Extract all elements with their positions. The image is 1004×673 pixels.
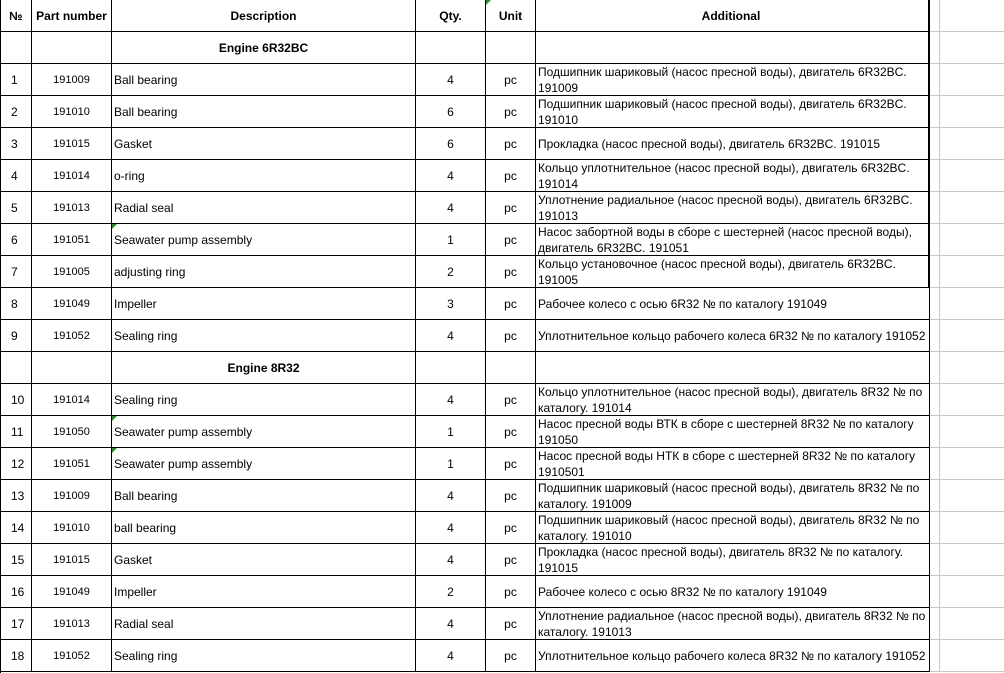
qty-cell[interactable]: 4 [416, 160, 486, 192]
comment-marker-icon [112, 224, 117, 229]
empty-cell[interactable] [930, 512, 940, 544]
description-cell[interactable] [112, 480, 416, 512]
empty-cell[interactable] [486, 32, 536, 64]
header-description[interactable]: Description [112, 0, 416, 32]
table-row [0, 64, 1004, 96]
description-text: Sealing ring [114, 392, 178, 407]
description-text: Ball bearing [114, 72, 178, 87]
description-text: Ball bearing [114, 488, 178, 503]
table-row [0, 480, 1004, 512]
empty-cell[interactable] [940, 544, 1004, 576]
unit-cell[interactable]: pc [486, 96, 536, 128]
empty-cell[interactable] [940, 640, 1004, 672]
description-cell[interactable] [112, 128, 416, 160]
description-text: Impeller [114, 296, 157, 311]
unit-cell[interactable]: pc [486, 224, 536, 256]
additional-cell[interactable]: Кольцо установочное (насос пресной воды), двигатель 6R32BC. 191005 [536, 256, 930, 288]
qty-cell[interactable]: 3 [416, 288, 486, 320]
row-number[interactable]: 15 [0, 544, 32, 576]
empty-cell[interactable] [930, 192, 940, 224]
qty-cell[interactable]: 4 [416, 320, 486, 352]
description-text: Radial seal [114, 616, 174, 631]
table-row [0, 544, 1004, 576]
unit-cell[interactable]: pc [486, 544, 536, 576]
part-number[interactable]: 191009 [32, 64, 112, 96]
empty-cell[interactable] [416, 32, 486, 64]
section-row [0, 32, 1004, 64]
part-number[interactable]: 191005 [32, 256, 112, 288]
part-number[interactable]: 191050 [32, 416, 112, 448]
header-row [0, 0, 1004, 32]
table-row [0, 288, 1004, 320]
table-row [0, 576, 1004, 608]
empty-cell[interactable] [930, 224, 940, 256]
empty-cell[interactable] [940, 128, 1004, 160]
table-row [0, 96, 1004, 128]
description-text: Seawater pump assembly [114, 232, 253, 247]
header-additional[interactable]: Additional [536, 0, 930, 32]
description-cell[interactable] [112, 448, 416, 480]
empty-cell[interactable] [930, 480, 940, 512]
table-row [0, 512, 1004, 544]
empty-cell[interactable] [940, 416, 1004, 448]
table-row [0, 160, 1004, 192]
empty-cell[interactable] [930, 64, 940, 96]
qty-cell[interactable]: 4 [416, 480, 486, 512]
part-number[interactable]: 191052 [32, 640, 112, 672]
empty-cell[interactable] [930, 576, 940, 608]
empty-cell[interactable] [536, 352, 930, 384]
description-cell[interactable] [112, 64, 416, 96]
description-text: Seawater pump assembly [114, 424, 253, 439]
part-number[interactable]: 191013 [32, 192, 112, 224]
row-number[interactable]: 10 [0, 384, 32, 416]
additional-cell[interactable]: Рабочее колесо с осью 8R32 № по каталогу 191049 [536, 576, 930, 608]
part-number[interactable]: 191052 [32, 320, 112, 352]
header-part-number[interactable]: Part number [32, 0, 112, 32]
section-row [0, 352, 1004, 384]
empty-cell[interactable] [930, 448, 940, 480]
additional-cell[interactable]: Уплотнительное кольцо рабочего колеса 8R32 № по каталогу 191052 [536, 640, 930, 672]
qty-cell[interactable]: 2 [416, 256, 486, 288]
empty-cell[interactable] [940, 64, 1004, 96]
unit-cell[interactable]: pc [486, 640, 536, 672]
additional-cell[interactable]: Прокладка (насос пресной воды), двигатель 8R32 № по каталогу. 191015 [536, 544, 930, 576]
section-title[interactable]: Engine 6R32BC [112, 32, 416, 64]
comment-marker-icon [112, 416, 117, 421]
description-cell[interactable] [112, 320, 416, 352]
header-unit[interactable] [486, 0, 536, 32]
empty-cell[interactable] [930, 0, 940, 32]
unit-cell[interactable]: pc [486, 64, 536, 96]
part-number[interactable]: 191014 [32, 160, 112, 192]
empty-cell[interactable] [940, 0, 1004, 32]
empty-cell[interactable] [930, 288, 940, 320]
part-number[interactable]: 191049 [32, 288, 112, 320]
unit-cell[interactable]: pc [486, 288, 536, 320]
description-cell[interactable] [112, 256, 416, 288]
description-cell[interactable] [112, 288, 416, 320]
empty-cell[interactable] [930, 320, 940, 352]
empty-cell[interactable] [930, 608, 940, 640]
qty-cell[interactable]: 1 [416, 448, 486, 480]
additional-cell[interactable]: Насос забортной воды в сборе с шестерней (насос пресной воды), двигатель 6R32BC. 191051 [536, 224, 930, 256]
additional-cell[interactable]: Подшипник шариковый (насос пресной воды), двигатель 6R32BC. 191009 [536, 64, 930, 96]
row-number[interactable]: 6 [0, 224, 32, 256]
description-text: ball bearing [114, 520, 177, 535]
description-cell[interactable] [112, 160, 416, 192]
additional-cell[interactable]: Уплотнение радиальное (насос пресной воды), двигатель 8R32 № по каталогу. 191013 [536, 608, 930, 640]
empty-cell[interactable] [930, 544, 940, 576]
empty-cell[interactable] [486, 352, 536, 384]
unit-cell[interactable]: pc [486, 128, 536, 160]
table-row [0, 608, 1004, 640]
row-number[interactable]: 8 [0, 288, 32, 320]
description-cell[interactable] [112, 512, 416, 544]
part-number[interactable]: 191049 [32, 576, 112, 608]
part-number[interactable]: 191051 [32, 224, 112, 256]
description-text: Impeller [114, 584, 157, 599]
empty-cell[interactable] [930, 640, 940, 672]
empty-cell[interactable] [940, 384, 1004, 416]
description-text: Gasket [114, 552, 153, 567]
empty-cell[interactable] [416, 352, 486, 384]
table-row [0, 448, 1004, 480]
row-number[interactable]: 2 [0, 96, 32, 128]
unit-cell[interactable]: pc [486, 576, 536, 608]
description-cell[interactable] [112, 416, 416, 448]
unit-cell[interactable]: pc [486, 416, 536, 448]
additional-cell[interactable]: Уплотнение радиальное (насос пресной воды), двигатель 6R32BC. 191013 [536, 192, 930, 224]
table-row [0, 192, 1004, 224]
empty-cell[interactable] [940, 256, 1004, 288]
row-number[interactable]: 18 [0, 640, 32, 672]
part-number[interactable]: 191013 [32, 608, 112, 640]
unit-cell[interactable]: pc [486, 256, 536, 288]
part-number[interactable]: 191014 [32, 384, 112, 416]
description-cell[interactable] [112, 576, 416, 608]
unit-cell[interactable]: pc [486, 160, 536, 192]
row-number[interactable]: 11 [0, 416, 32, 448]
empty-cell[interactable] [930, 352, 940, 384]
empty-cell[interactable] [940, 192, 1004, 224]
qty-cell[interactable]: 4 [416, 64, 486, 96]
part-number[interactable]: 191015 [32, 128, 112, 160]
unit-cell[interactable]: pc [486, 448, 536, 480]
description-cell[interactable] [112, 224, 416, 256]
qty-cell[interactable]: 4 [416, 512, 486, 544]
empty-cell[interactable] [940, 512, 1004, 544]
empty-cell[interactable] [536, 32, 930, 64]
empty-cell[interactable] [930, 96, 940, 128]
table-row [0, 416, 1004, 448]
row-number[interactable]: 5 [0, 192, 32, 224]
empty-cell[interactable] [940, 96, 1004, 128]
header-no[interactable]: № [0, 0, 32, 32]
description-text: Seawater pump assembly [114, 456, 253, 471]
additional-cell[interactable]: Подшипник шариковый (насос пресной воды), двигатель 8R32 № по каталогу. 191010 [536, 512, 930, 544]
row-number[interactable]: 12 [0, 448, 32, 480]
additional-cell[interactable]: Прокладка (насос пресной воды), двигатель 6R32BC. 191015 [536, 128, 930, 160]
empty-cell[interactable] [930, 416, 940, 448]
empty-cell[interactable] [930, 160, 940, 192]
empty-cell[interactable] [32, 352, 112, 384]
additional-cell[interactable]: Подшипник шариковый (насос пресной воды), двигатель 8R32 № по каталогу. 191009 [536, 480, 930, 512]
comment-marker-icon [486, 0, 491, 5]
empty-cell[interactable] [940, 576, 1004, 608]
additional-cell[interactable]: Кольцо уплотнительное (насос пресной воды), двигатель 6R32BC. 191014 [536, 160, 930, 192]
description-text: Sealing ring [114, 648, 178, 663]
row-number[interactable]: 16 [0, 576, 32, 608]
unit-cell[interactable]: pc [486, 384, 536, 416]
part-number[interactable]: 191015 [32, 544, 112, 576]
table-row [0, 320, 1004, 352]
row-number[interactable]: 7 [0, 256, 32, 288]
unit-cell[interactable]: pc [486, 192, 536, 224]
description-text: Gasket [114, 136, 153, 151]
row-number[interactable]: 4 [0, 160, 32, 192]
description-cell[interactable] [112, 544, 416, 576]
empty-cell[interactable] [940, 160, 1004, 192]
comment-marker-icon [112, 448, 117, 453]
empty-cell[interactable] [940, 608, 1004, 640]
description-cell[interactable] [112, 640, 416, 672]
table-row [0, 640, 1004, 672]
table-row [0, 256, 1004, 288]
table-row [0, 384, 1004, 416]
description-text: adjusting ring [114, 264, 186, 279]
qty-cell[interactable]: 4 [416, 608, 486, 640]
additional-cell[interactable]: Кольцо уплотнительное (насос пресной воды), двигатель 8R32 № по каталогу. 191014 [536, 384, 930, 416]
empty-cell[interactable] [32, 32, 112, 64]
additional-cell[interactable]: Насос пресной воды ВТК в сборе с шестерней 8R32 № по каталогу 191050 [536, 416, 930, 448]
section-title[interactable]: Engine 8R32 [112, 352, 416, 384]
header-qty[interactable]: Qty. [416, 0, 486, 32]
additional-cell[interactable]: Подшипник шариковый (насос пресной воды), двигатель 6R32BC. 191010 [536, 96, 930, 128]
empty-cell[interactable] [930, 256, 940, 288]
empty-cell[interactable] [0, 352, 32, 384]
table-row [0, 128, 1004, 160]
qty-cell[interactable]: 4 [416, 640, 486, 672]
qty-cell[interactable]: 4 [416, 192, 486, 224]
row-number[interactable]: 13 [0, 480, 32, 512]
empty-cell[interactable] [0, 32, 32, 64]
empty-cell[interactable] [940, 352, 1004, 384]
row-number[interactable]: 17 [0, 608, 32, 640]
unit-cell[interactable]: pc [486, 608, 536, 640]
empty-cell[interactable] [940, 320, 1004, 352]
qty-cell[interactable]: 6 [416, 128, 486, 160]
row-number[interactable]: 14 [0, 512, 32, 544]
part-number[interactable]: 191010 [32, 96, 112, 128]
empty-cell[interactable] [940, 448, 1004, 480]
table-row [0, 224, 1004, 256]
qty-cell[interactable]: 2 [416, 576, 486, 608]
empty-cell[interactable] [940, 480, 1004, 512]
qty-cell[interactable]: 1 [416, 224, 486, 256]
part-number[interactable]: 191051 [32, 448, 112, 480]
empty-cell[interactable] [940, 224, 1004, 256]
empty-cell[interactable] [930, 384, 940, 416]
row-number[interactable]: 1 [0, 64, 32, 96]
empty-cell[interactable] [930, 32, 940, 64]
additional-cell[interactable]: Уплотнительное кольцо рабочего колеса 6R32 № по каталогу 191052 [536, 320, 930, 352]
additional-cell[interactable]: Насос пресной воды НТК в сборе с шестерней 8R32 № по каталогу 1910501 [536, 448, 930, 480]
part-number[interactable]: 191010 [32, 512, 112, 544]
row-number[interactable]: 9 [0, 320, 32, 352]
unit-cell[interactable]: pc [486, 320, 536, 352]
description-text: Sealing ring [114, 328, 178, 343]
description-cell[interactable] [112, 608, 416, 640]
description-cell[interactable] [112, 192, 416, 224]
qty-cell[interactable]: 1 [416, 416, 486, 448]
description-text: Ball bearing [114, 104, 178, 119]
empty-cell[interactable] [940, 288, 1004, 320]
description-cell[interactable] [112, 96, 416, 128]
part-number[interactable]: 191009 [32, 480, 112, 512]
header-unit-label: Unit [498, 8, 523, 23]
qty-cell[interactable]: 6 [416, 96, 486, 128]
description-text: Radial seal [114, 200, 174, 215]
unit-cell[interactable]: pc [486, 480, 536, 512]
description-text: o-ring [114, 168, 145, 183]
empty-cell[interactable] [940, 32, 1004, 64]
description-cell[interactable] [112, 384, 416, 416]
qty-cell[interactable]: 4 [416, 384, 486, 416]
unit-cell[interactable]: pc [486, 512, 536, 544]
qty-cell[interactable]: 4 [416, 544, 486, 576]
empty-cell[interactable] [930, 128, 940, 160]
row-number[interactable]: 3 [0, 128, 32, 160]
additional-cell[interactable]: Рабочее колесо с осью 6R32 № по каталогу 191049 [536, 288, 930, 320]
